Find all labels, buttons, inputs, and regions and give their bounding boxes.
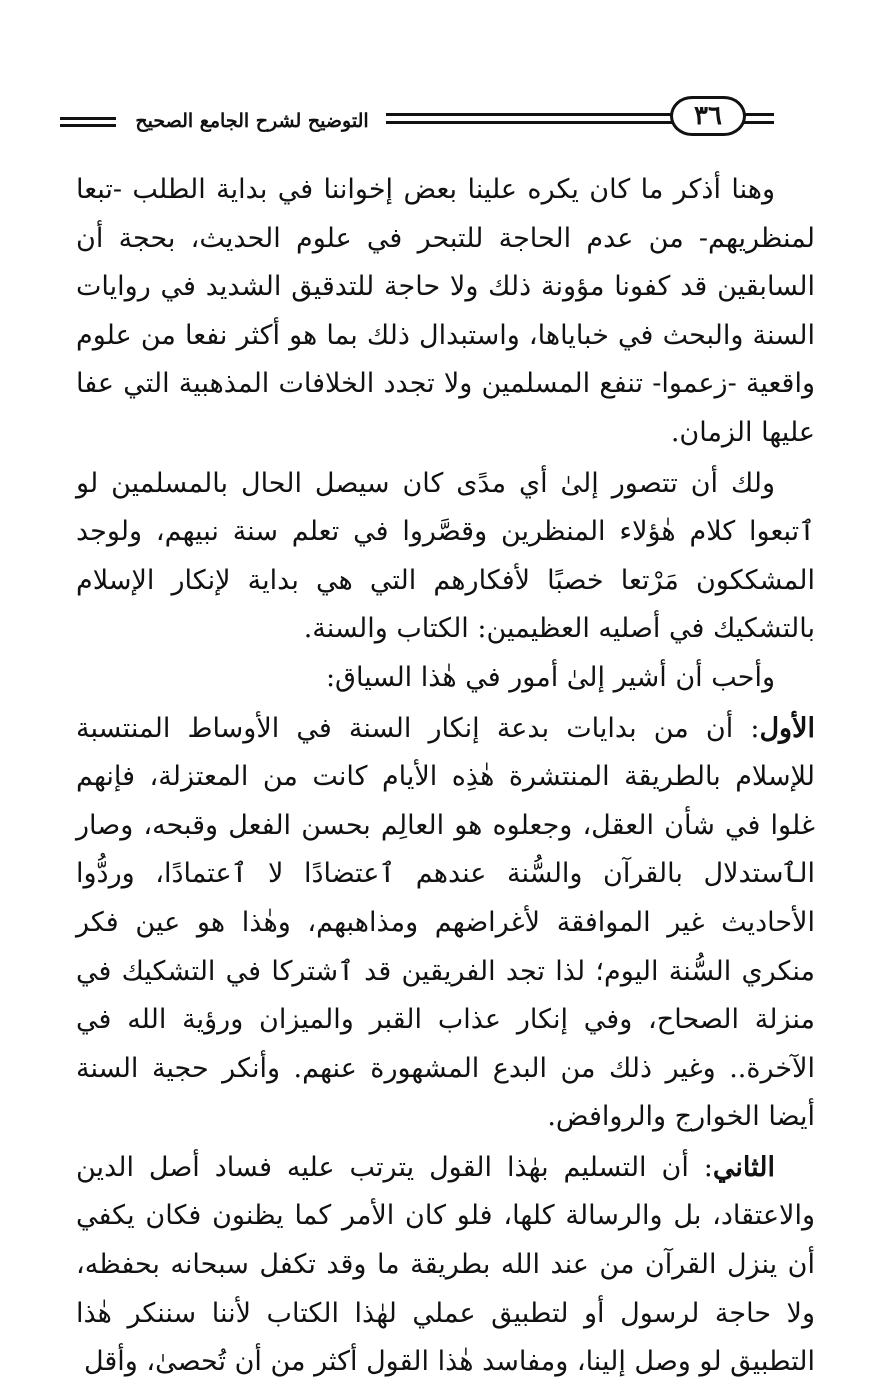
header-rule [744, 113, 774, 116]
paragraph: وهنا أذكر ما كان يكره علينا بعض إخواننا في بداية الطلب -تبعا لمنظريهم- من عدم الحاجة للتبحر في علوم الحديث، بحجة أن السابقين قد كفونا مؤونة ذلك ولا حاجة للتدقيق الشديد في روايات السنة والبحث في خباياها، واستبدال ذلك بما هو أكثر نفعا من علوم واقعية -زعموا- تنفع المسلمين ولا تجدد الخلافات المذهبية التي عفا عليها الزمان. [76, 174, 815, 448]
point-label: الأول [759, 712, 815, 744]
body-text [76, 166, 815, 1387]
book-title: التوضيح لشرح الجامع الصحيح [135, 110, 369, 132]
paragraph [76, 705, 815, 1142]
point-label: الثاني [712, 1151, 775, 1183]
header-rule [386, 121, 672, 124]
header-rule [60, 124, 116, 127]
running-header [0, 88, 873, 160]
header-rule [386, 113, 672, 116]
paragraph: وأحب أن أشير إلىٰ أمور في هٰذا السياق: [325, 661, 775, 693]
paragraph-text: : أن من بدايات بدعة إنكار السنة في الأوساط المنتسبة للإسلام بالطريقة المنتشرة هٰذِه الأيام كانت من المعتزلة، فإنهم غلوا في شأن العقل، وجعلوه هو العالِم بحسن الفعل وقبحه، وصار الٱستدلال بالقرآن والسُّنة عندهم ٱعتضادًا لا ٱعتمادًا، وردُّوا الأحاديث غير الموافقة لأغراضهم ومذاهبهم، وهٰذا هو عين فكر منكري السُّنة اليوم؛ لذا تجد الفريقين قد ٱشتركا في التشكيك في منزلة الصحاح، وفي إنكار عذاب القبر والميزان ورؤية الله في الآخرة.. وغير ذلك من البدع المشهورة عنهم. وأنكر حجية السنة أيضا الخوارج والروافض. [76, 712, 815, 1133]
paragraph-text: : أن التسليم بهٰذا القول يترتب عليه فساد أصل الدين والاعتقاد، بل والرسالة كلها، فلو كان الأمر كما يظنون فكان يكفي أن ينزل القرآن من عند الله بطريقة ما وقد تكفل سبحانه بحفظه، ولا حاجة لرسول أو لتطبيق عملي لهٰذا الكتاب لأننا سننكر هٰذا التطبيق لو وصل إلينا، ومفاسد هٰذا القول أكثر من أن تُحصىٰ، وأقل [76, 1151, 815, 1378]
header-rule [744, 121, 774, 124]
page-number: ٣٦ [670, 96, 746, 136]
paragraph [76, 1144, 815, 1387]
header-rule [60, 117, 116, 120]
paragraph: ولك أن تتصور إلىٰ أي مدًى كان سيصل الحال بالمسلمين لو ٱتبعوا كلام هٰؤلاء المنظرين وقصَّروا في تعلم سنة نبيهم، ولوجد المشككون مَرْتعا خصبًا لأفكارهم التي هي بداية لإنكار الإسلام بالتشكيك في أصليه العظيمين: الكتاب والسنة. [76, 467, 815, 645]
